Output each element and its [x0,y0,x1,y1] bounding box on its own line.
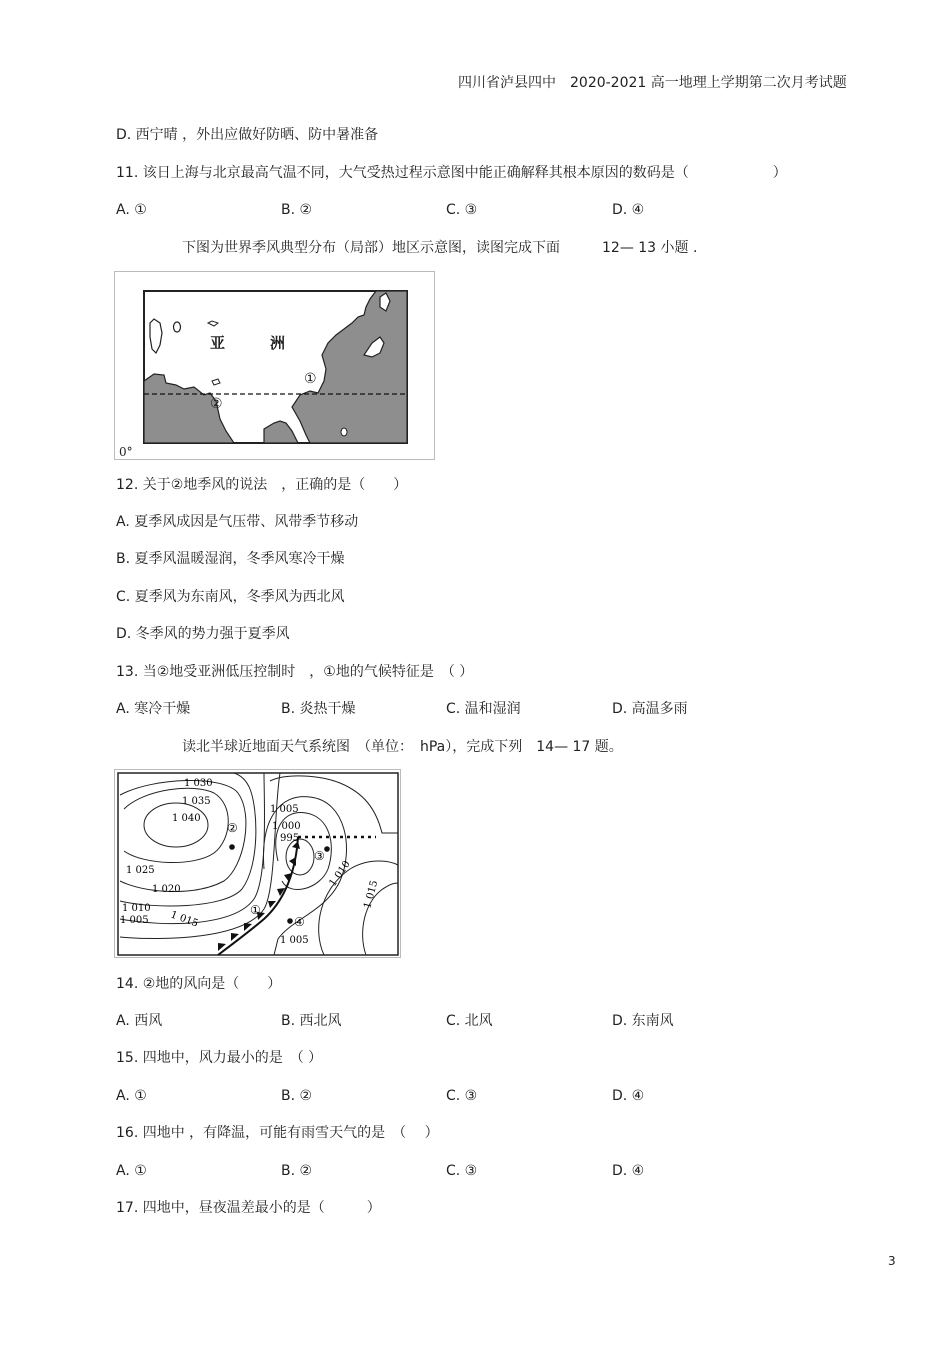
isobar-1005-top: 1 005 [270,804,299,815]
q11-option-c: C. ③ [446,202,478,218]
q16-option-b: B. ② [281,1163,313,1179]
weather-point-4: ④ [294,915,305,929]
page-number: 3 [888,1254,896,1268]
weather-point-3: ③ [314,849,325,863]
isobar-1020: 1 020 [152,884,181,895]
q11-option-b: B. ② [281,202,313,218]
isobar-1035: 1 035 [182,796,211,807]
q13-stem: 13. 当②地受亚洲低压控制时 ，①地的气候特征是 （ ） [116,664,474,680]
isobar-1025: 1 025 [126,865,155,876]
isobar-1015-left: 1 015 [168,909,200,930]
q16-option-c: C. ③ [446,1163,478,1179]
q15-option-d: D. ④ [612,1088,645,1104]
weather-map [114,769,402,959]
isobar-1010-left: 1 010 [122,903,151,914]
isobar-1005-left: 1 005 [120,915,149,926]
q13-option-a: A. 寒冷干燥 [116,701,191,717]
weather-point-1: ① [250,903,261,917]
q14-option-c: C. 北风 [446,1013,493,1029]
q13-option-d: D. 高温多雨 [612,701,688,717]
isobar-1040: 1 040 [172,813,201,824]
q12-option-c: C. 夏季风为东南风，冬季风为西北风 [116,589,345,605]
q15-option-a: A. ① [116,1088,147,1104]
q12-option-b: B. 夏季风温暖湿润，冬季风寒冷干燥 [116,551,345,567]
q14-option-b: B. 西北风 [281,1013,342,1029]
isobar-1005-bottom: 1 005 [280,935,309,946]
isobar-1010-right: 1 010 [327,858,353,889]
q15-stem: 15. 四地中，风力最小的是 （ ） [116,1050,323,1066]
map-marker-1: ① [304,371,317,387]
q12-option-d: D. 冬季风的势力强于夏季风 [116,626,290,642]
q14-option-d: D. 东南风 [612,1013,674,1029]
q11-option-a: A. ① [116,202,147,218]
weather-point-2: ② [227,821,238,835]
q12-stem: 12. 关于②地季风的说法 ，正确的是（ ） [116,477,408,493]
isobar-1030: 1 030 [184,778,213,789]
map-label-ya: 亚 [210,334,226,352]
q11-option-d: D. ④ [612,202,645,218]
isobar-1000: 1 000 [272,821,301,832]
q17-stem: 17. 四地中，昼夜温差最小的是（ ） [116,1200,381,1216]
monsoon-map [114,271,436,461]
map-label-zhou: 洲 [270,334,286,352]
q16-option-d: D. ④ [612,1163,645,1179]
map-marker-2: ② [210,396,223,412]
q14-option-a: A. 西风 [116,1013,163,1029]
q16-option-a: A. ① [116,1163,147,1179]
page-header: 四川省泸县四中 2020-2021 高一地理上学期第二次月考试题 [458,75,847,91]
q14-stem: 14. ②地的风向是（ ） [116,976,282,992]
q11-stem: 11. 该日上海与北京最高气温不同，大气受热过程示意图中能正确解释其根本原因的数码是（ ） [116,165,787,181]
q15-option-c: C. ③ [446,1088,478,1104]
equator-label: 0° [119,445,133,459]
q13-option-c: C. 温和湿润 [446,701,521,717]
intro-14-17: 读北半球近地面天气系统图 （单位： hPa），完成下列 14— 17 题。 [182,739,623,755]
q16-stem: 16. 四地中 ，有降温，可能有雨雪天气的是 （ ） [116,1125,439,1141]
q15-option-b: B. ② [281,1088,313,1104]
intro-12-13: 下图为世界季风典型分布（局部）地区示意图，读图完成下面 12— 13 小题 . [182,240,698,256]
isobar-995: 995 [280,833,300,844]
q10-option-d: D. 西宁晴 ，外出应做好防晒、防中暑准备 [116,127,379,143]
q13-option-b: B. 炎热干燥 [281,701,356,717]
q12-option-a: A. 夏季风成因是气压带、风带季节移动 [116,514,359,530]
isobar-1015-right: 1 015 [362,879,381,910]
